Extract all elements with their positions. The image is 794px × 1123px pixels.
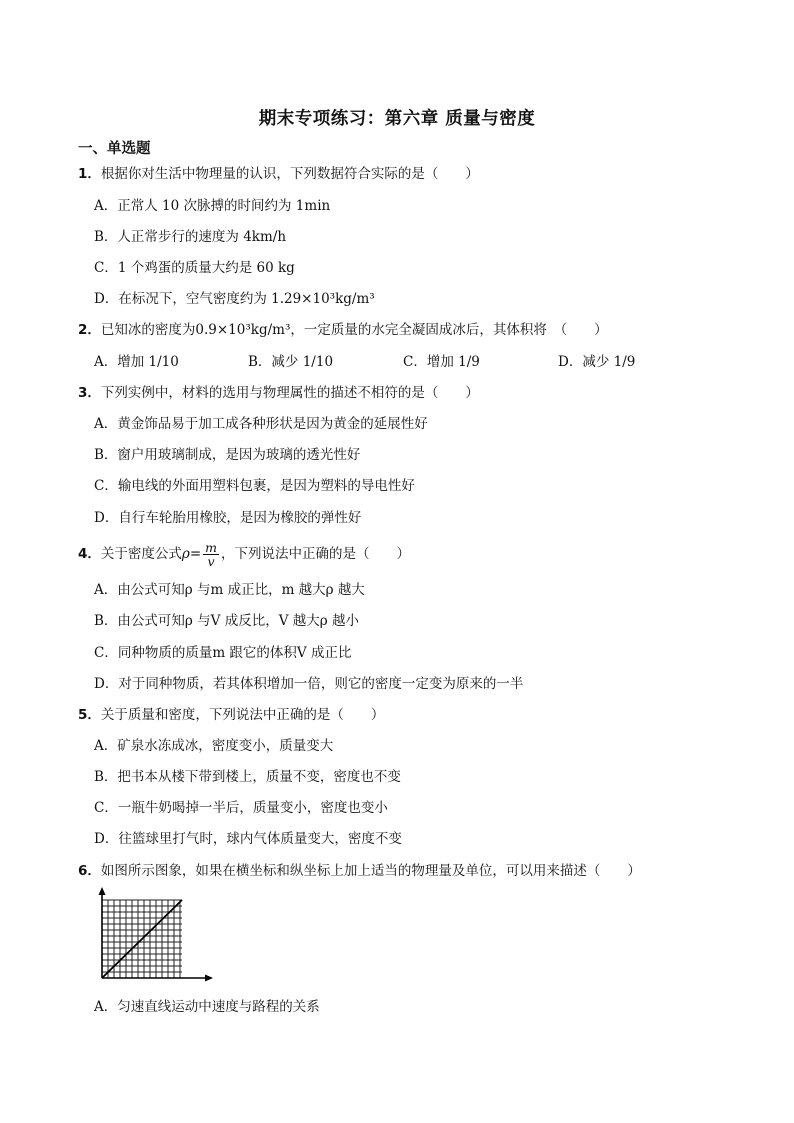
option-2d: D．减少 1/9	[558, 354, 636, 370]
option-4b: B．由公式可知ρ 与V 成反比，V 越大ρ 越小	[94, 613, 359, 629]
question-stem: 已知冰的密度为0.9×10³kg/m³，一定质量的水完全凝固成冰后，其体积将 （ ）	[100, 322, 608, 338]
question-stem-after: ，下列说法中正确的是（ ）	[221, 546, 411, 562]
option-2b: B．减少 1/10	[248, 354, 334, 370]
option-1a: A．正常人 10 次脉搏的时间约为 1min	[94, 198, 331, 214]
option-2c: C．增加 1/9	[403, 354, 480, 370]
option-3a: A．黄金饰品易于加工成各种形状是因为黄金的延展性好	[94, 416, 428, 432]
question-4	[78, 540, 410, 568]
question-number: 6．	[78, 863, 101, 879]
option-1c: C．1 个鸡蛋的质量大约是 60 kg	[94, 260, 295, 276]
question-number: 1．	[78, 166, 101, 182]
linear-graph-figure	[92, 886, 216, 992]
question-number: 4．	[78, 546, 101, 562]
page-title: 期末专项练习：第六章 质量与密度	[258, 109, 536, 129]
option-3d: D．自行车轮胎用橡胶，是因为橡胶的弹性好	[94, 510, 362, 526]
question-stem: 下列实例中，材料的选用与物理属性的描述不相符的是（ ）	[100, 385, 479, 401]
question-stem: 根据你对生活中物理量的认识，下列数据符合实际的是（ ）	[100, 166, 479, 182]
x-axis-arrow-icon	[205, 975, 213, 982]
option-4d: D．对于同种物质，若其体积增加一倍，则它的密度一定变为原来的一半	[94, 676, 524, 692]
formula-denominator: v	[207, 554, 215, 569]
y-axis-arrow-icon	[99, 887, 106, 895]
formula-numerator: m	[205, 540, 218, 555]
question-6	[78, 861, 641, 881]
option-4a: A．由公式可知ρ 与m 成正比，m 越大ρ 越大	[94, 582, 365, 598]
option-5a: A．矿泉水冻成冰，密度变小，质量变大	[94, 738, 334, 754]
question-2	[78, 320, 608, 340]
option-3b: B．窗户用玻璃制成，是因为玻璃的透光性好	[94, 447, 361, 463]
option-1b: B．人正常步行的速度为 4km/h	[94, 229, 287, 245]
question-number: 3．	[78, 385, 101, 401]
option-5c: C．一瓶牛奶喝掉一半后，质量变小，密度也变小	[94, 800, 388, 816]
question-1	[78, 164, 479, 184]
option-2a: A．增加 1/10	[94, 354, 179, 370]
option-6a: A．匀速直线运动中速度与路程的关系	[94, 999, 320, 1015]
option-4c: C．同种物质的质量m 跟它的体积V 成正比	[94, 645, 352, 661]
question-stem-before: 关于密度公式	[100, 546, 182, 562]
formula-equals: =	[189, 546, 202, 562]
section-heading: 一、单选题	[78, 141, 151, 157]
question-3	[78, 383, 479, 403]
option-5b: B．把书本从楼下带到楼上，质量不变，密度也不变	[94, 769, 401, 785]
density-formula-fraction	[203, 541, 219, 568]
option-3c: C．输电线的外面用塑料包裹，是因为塑料的导电性好	[94, 478, 415, 494]
question-5	[78, 705, 384, 725]
question-stem: 关于质量和密度，下列说法中正确的是（ ）	[100, 707, 385, 723]
formula-rho: ρ	[181, 546, 190, 562]
question-number: 2．	[78, 322, 101, 338]
question-stem: 如图所示图象，如果在横坐标和纵坐标上加上适当的物理量及单位，可以用来描述（ ）	[100, 863, 641, 879]
option-1d: D．在标况下，空气密度约为 1.29×10³kg/m³	[94, 291, 375, 307]
question-number: 5．	[78, 707, 101, 723]
option-5d: D．往篮球里打气时，球内气体质量变大，密度不变	[94, 831, 402, 847]
